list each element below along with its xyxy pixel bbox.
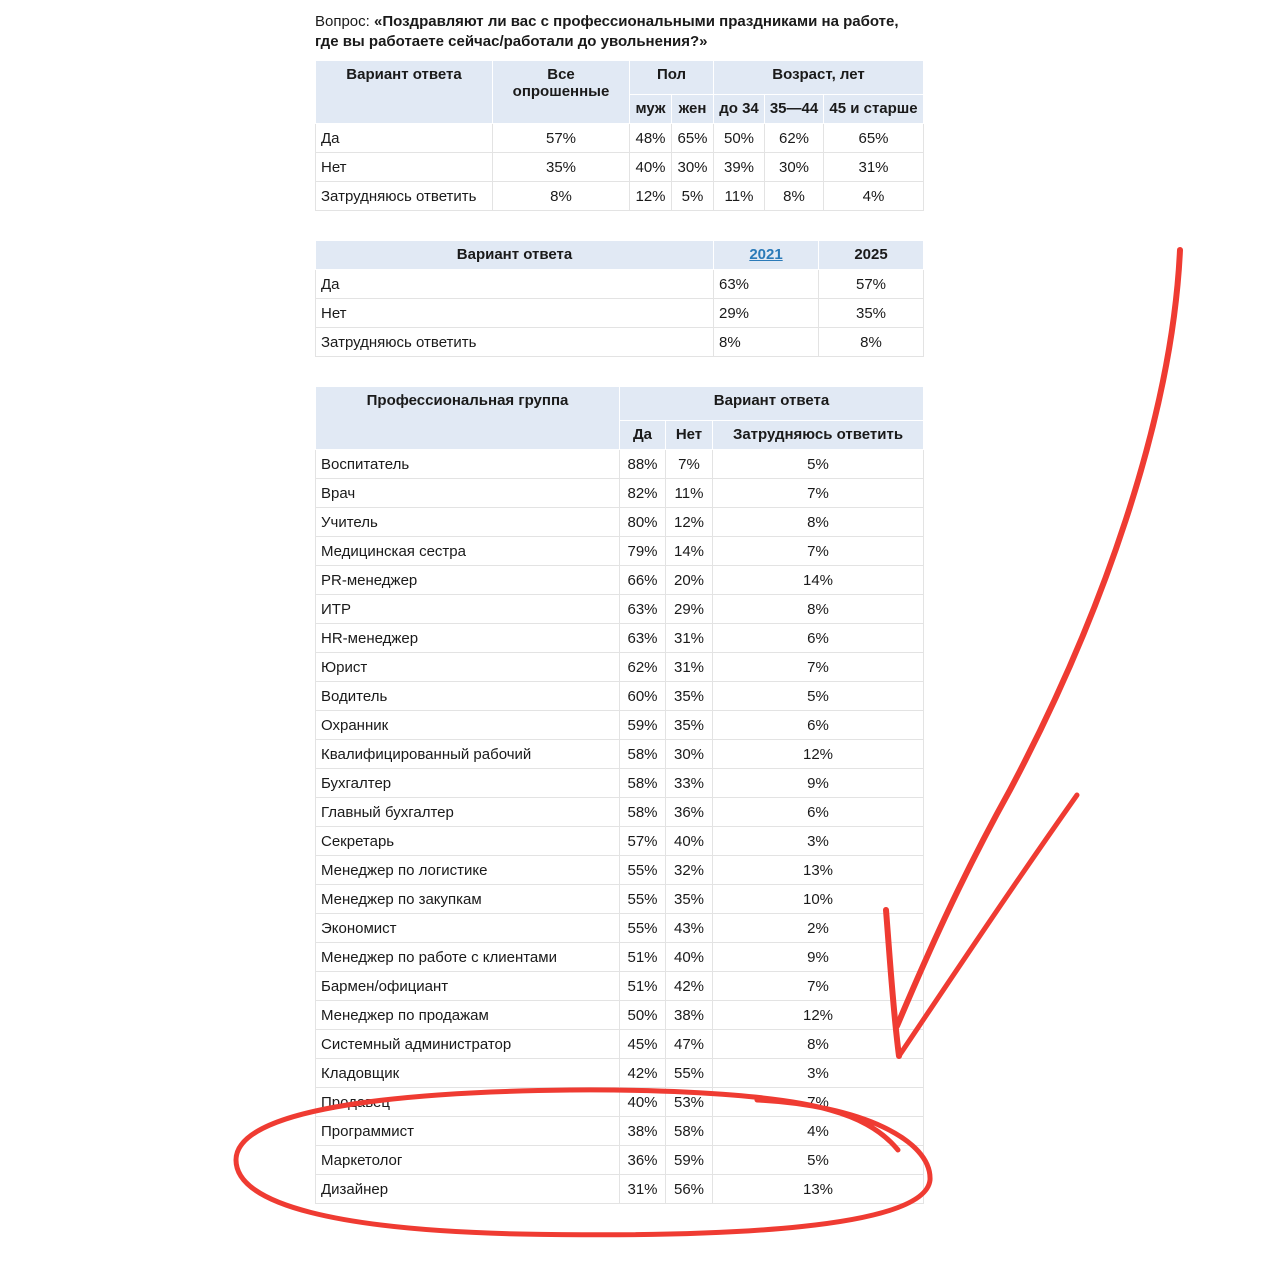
cell-value: 31%	[666, 653, 713, 682]
cell-value: 10%	[713, 885, 924, 914]
cell-value: 59%	[620, 711, 666, 740]
cell-value: 82%	[620, 479, 666, 508]
header-age-35-44: 35—44	[765, 95, 824, 124]
cell-value: 35%	[666, 885, 713, 914]
cell-value: 4%	[824, 182, 924, 211]
cell-value: 11%	[666, 479, 713, 508]
cell-value: 63%	[620, 595, 666, 624]
cell-value: 63%	[620, 624, 666, 653]
cell-value: 7%	[713, 1088, 924, 1117]
cell-value: 40%	[620, 1088, 666, 1117]
cell-value: 88%	[620, 450, 666, 479]
cell-value: 55%	[666, 1059, 713, 1088]
cell-value: 55%	[620, 885, 666, 914]
header-unsure: Затрудняюсь ответить	[713, 421, 924, 450]
cell-value: 32%	[666, 856, 713, 885]
cell-value: 6%	[713, 798, 924, 827]
cell-value: 3%	[713, 1059, 924, 1088]
profession-label: Продавец	[316, 1088, 620, 1117]
header-female: жен	[672, 95, 714, 124]
header-male: муж	[630, 95, 672, 124]
cell-value: 42%	[666, 972, 713, 1001]
cell-value: 48%	[630, 124, 672, 153]
cell-value: 40%	[630, 153, 672, 182]
cell-value: 58%	[620, 769, 666, 798]
cell-value: 40%	[666, 827, 713, 856]
cell-value: 5%	[713, 682, 924, 711]
profession-label: Врач	[316, 479, 620, 508]
profession-label: Менеджер по логистике	[316, 856, 620, 885]
header-all-respondents: Все опрошенные	[493, 61, 630, 124]
profession-label: Воспитатель	[316, 450, 620, 479]
cell-value: 43%	[666, 914, 713, 943]
arrow-long-stroke	[897, 250, 1180, 1026]
profession-label: Менеджер по работе с клиентами	[316, 943, 620, 972]
cell-value: 30%	[666, 740, 713, 769]
cell-value: 31%	[620, 1175, 666, 1204]
cell-value: 12%	[666, 508, 713, 537]
cell-value: 8%	[765, 182, 824, 211]
cell-value: 6%	[713, 711, 924, 740]
cell-value: 50%	[620, 1001, 666, 1030]
cell-value: 60%	[620, 682, 666, 711]
header-professional-group: Профессиональная группа	[316, 387, 620, 450]
question-body: «Поздравляют ли вас с профессиональными праздниками на работе, где вы работаете сейчас/работали до увольнения?»	[315, 13, 899, 50]
cell-value: 65%	[672, 124, 714, 153]
cell-value: 62%	[620, 653, 666, 682]
cell-value: 9%	[713, 769, 924, 798]
cell-value: 7%	[713, 537, 924, 566]
cell-value: 14%	[713, 566, 924, 595]
row-label: Да	[316, 270, 714, 299]
profession-label: Охранник	[316, 711, 620, 740]
cell-value: 38%	[666, 1001, 713, 1030]
profession-label: Бухгалтер	[316, 769, 620, 798]
profession-label: Программист	[316, 1117, 620, 1146]
cell-value: 56%	[666, 1175, 713, 1204]
cell-value: 7%	[666, 450, 713, 479]
header-age-45-plus: 45 и старше	[824, 95, 924, 124]
cell-value: 80%	[620, 508, 666, 537]
cell-value: 35%	[666, 711, 713, 740]
cell-value: 57%	[493, 124, 630, 153]
arrow-left-stroke	[886, 910, 899, 1056]
cell-value: 50%	[714, 124, 765, 153]
cell-value: 2%	[713, 914, 924, 943]
cell-value: 39%	[714, 153, 765, 182]
header-year-2025: 2025	[819, 241, 924, 270]
profession-label: Водитель	[316, 682, 620, 711]
year-2021-link[interactable]: 2021	[749, 246, 783, 263]
cell-value: 3%	[713, 827, 924, 856]
cell-value: 8%	[819, 328, 924, 357]
profession-label: Менеджер по закупкам	[316, 885, 620, 914]
cell-value: 13%	[713, 1175, 924, 1204]
cell-value: 66%	[620, 566, 666, 595]
cell-value: 7%	[713, 972, 924, 1001]
profession-label: PR-менеджер	[316, 566, 620, 595]
profession-label: Системный администратор	[316, 1030, 620, 1059]
cell-value: 51%	[620, 972, 666, 1001]
cell-value: 79%	[620, 537, 666, 566]
cell-value: 9%	[713, 943, 924, 972]
cell-value: 8%	[713, 508, 924, 537]
cell-value: 8%	[714, 328, 819, 357]
cell-value: 12%	[713, 740, 924, 769]
cell-value: 65%	[824, 124, 924, 153]
cell-value: 7%	[713, 653, 924, 682]
row-label: Нет	[316, 299, 714, 328]
cell-value: 14%	[666, 537, 713, 566]
profession-label: Маркетолог	[316, 1146, 620, 1175]
cell-value: 58%	[620, 740, 666, 769]
cell-value: 29%	[714, 299, 819, 328]
header-age-under-34: до 34	[714, 95, 765, 124]
profession-label: Экономист	[316, 914, 620, 943]
cell-value: 5%	[713, 1146, 924, 1175]
cell-value: 8%	[493, 182, 630, 211]
cell-value: 35%	[493, 153, 630, 182]
cell-value: 11%	[714, 182, 765, 211]
cell-value: 57%	[620, 827, 666, 856]
cell-value: 36%	[666, 798, 713, 827]
cell-value: 53%	[666, 1088, 713, 1117]
header-age: Возраст, лет	[714, 61, 924, 95]
profession-label: Медицинская сестра	[316, 537, 620, 566]
cell-value: 20%	[666, 566, 713, 595]
cell-value: 5%	[713, 450, 924, 479]
row-label: Затрудняюсь ответить	[316, 328, 714, 357]
row-label: Нет	[316, 153, 493, 182]
cell-value: 63%	[714, 270, 819, 299]
cell-value: 42%	[620, 1059, 666, 1088]
question-prefix: Вопрос:	[315, 13, 374, 30]
header-yes: Да	[620, 421, 666, 450]
cell-value: 12%	[630, 182, 672, 211]
cell-value: 5%	[672, 182, 714, 211]
cell-value: 30%	[765, 153, 824, 182]
header-answer: Вариант ответа	[620, 387, 924, 421]
cell-value: 29%	[666, 595, 713, 624]
cell-value: 4%	[713, 1117, 924, 1146]
cell-value: 30%	[672, 153, 714, 182]
header-answer: Вариант ответа	[316, 61, 493, 124]
cell-value: 58%	[620, 798, 666, 827]
profession-label: Секретарь	[316, 827, 620, 856]
cell-value: 13%	[713, 856, 924, 885]
cell-value: 8%	[713, 595, 924, 624]
profession-label: ИТР	[316, 595, 620, 624]
profession-label: Бармен/официант	[316, 972, 620, 1001]
profession-label: Главный бухгалтер	[316, 798, 620, 827]
header-no: Нет	[666, 421, 713, 450]
cell-value: 36%	[620, 1146, 666, 1175]
cell-value: 33%	[666, 769, 713, 798]
profession-label: Менеджер по продажам	[316, 1001, 620, 1030]
cell-value: 31%	[666, 624, 713, 653]
cell-value: 8%	[713, 1030, 924, 1059]
row-label: Да	[316, 124, 493, 153]
cell-value: 31%	[824, 153, 924, 182]
cell-value: 59%	[666, 1146, 713, 1175]
profession-label: Учитель	[316, 508, 620, 537]
highlight-ellipse	[236, 1090, 930, 1235]
cell-value: 51%	[620, 943, 666, 972]
cell-value: 57%	[819, 270, 924, 299]
profession-label: HR-менеджер	[316, 624, 620, 653]
profession-label: Юрист	[316, 653, 620, 682]
header-answer: Вариант ответа	[316, 241, 714, 270]
profession-label: Дизайнер	[316, 1175, 620, 1204]
cell-value: 35%	[666, 682, 713, 711]
row-label: Затрудняюсь ответить	[316, 182, 493, 211]
cell-value: 55%	[620, 856, 666, 885]
cell-value: 38%	[620, 1117, 666, 1146]
cell-value: 55%	[620, 914, 666, 943]
profession-label: Кладовщик	[316, 1059, 620, 1088]
cell-value: 6%	[713, 624, 924, 653]
cell-value: 12%	[713, 1001, 924, 1030]
cell-value: 45%	[620, 1030, 666, 1059]
cell-value: 40%	[666, 943, 713, 972]
profession-label: Квалифицированный рабочий	[316, 740, 620, 769]
cell-value: 58%	[666, 1117, 713, 1146]
cell-value: 35%	[819, 299, 924, 328]
header-gender: Пол	[630, 61, 714, 95]
cell-value: 62%	[765, 124, 824, 153]
cell-value: 7%	[713, 479, 924, 508]
cell-value: 47%	[666, 1030, 713, 1059]
